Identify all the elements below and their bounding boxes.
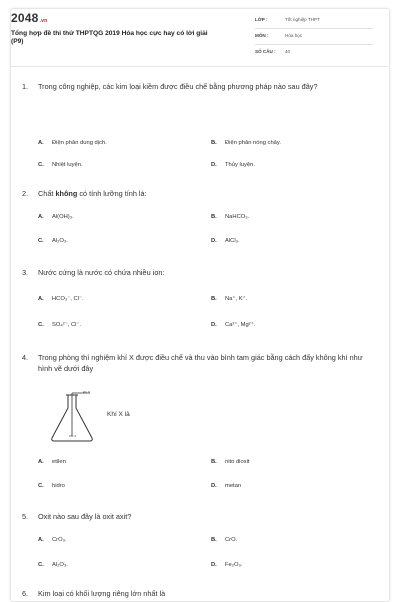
option-value: Al(OH)₃. (52, 214, 74, 220)
option-letter: C. (38, 162, 44, 168)
option-letter: B. (211, 537, 217, 543)
option-letter: B. (211, 459, 217, 465)
question-number: 1. (22, 82, 29, 91)
option-letter: A. (38, 296, 44, 302)
option-value: Na⁺, K⁺. (225, 296, 248, 302)
option-value: Al₂O₃. (52, 238, 68, 244)
question-text: Oxit nào sau đây là oxit axit? (38, 512, 132, 521)
option-value: CrO₃. (52, 537, 67, 543)
option-letter: D. (211, 322, 217, 328)
question-number: 3. (22, 268, 29, 277)
flask-illustration (42, 389, 102, 444)
option-value: nito dioxit (225, 459, 250, 465)
erlenmeyer-flask-figure (42, 389, 102, 444)
option-letter: B. (211, 140, 217, 146)
option-letter: A. (38, 140, 44, 146)
meta-value: 40 (285, 49, 291, 54)
option-value: Nhiệt luyện. (52, 162, 83, 168)
question-text: Trong phòng thí nghiệm khí X được điều chế và thu vào bình tam giác bằng cách đẩy không khí như hình vẽ dưới đây (38, 353, 363, 373)
meta-key: MÔN : (255, 33, 269, 38)
meta-row-subject (255, 31, 373, 45)
option-letter: C. (38, 238, 44, 244)
option-letter: D. (211, 483, 217, 489)
option-letter: C. (38, 322, 44, 328)
meta-key: LỚP : (255, 17, 268, 22)
header-divider (10, 66, 388, 67)
option-value: hidro (52, 483, 65, 489)
question-number: 6. (22, 589, 29, 598)
option-letter: C. (38, 483, 44, 489)
option-value: metan (225, 483, 242, 489)
question-text: Chất không có tính lưỡng tính là: (38, 189, 147, 198)
option-value: HCO₃⁻, Cl⁻. (52, 296, 84, 302)
option-value: Điện phân nóng chảy. (225, 140, 281, 146)
option-value: AlCl₃. (225, 238, 240, 244)
question-number: 4. (22, 353, 29, 362)
question-text: Kim loại có khối lượng riêng lớn nhất là (38, 589, 166, 598)
question-number: 2. (22, 189, 29, 198)
option-value: Điện phân dung dịch. (52, 140, 107, 146)
document-header (10, 8, 368, 60)
option-letter: A. (38, 537, 44, 543)
site-logo[interactable]: 2048.vn (11, 11, 48, 25)
question-text: Nước cứng là nước có chứa nhiều ion: (38, 268, 165, 277)
option-letter: D. (211, 562, 217, 568)
option-value: CrO. (225, 537, 238, 543)
option-letter: D. (211, 238, 217, 244)
option-value: Ca²⁺, Mg²⁺. (225, 322, 256, 328)
option-letter: C. (38, 562, 44, 568)
option-value: SO₄²⁻, Cl⁻. (52, 322, 82, 328)
option-value: etilen (52, 459, 66, 465)
meta-value: Hóa học (285, 33, 303, 38)
document-meta (255, 15, 373, 62)
meta-row-count (255, 47, 373, 60)
meta-value: Tốt nghiệp THPT (285, 17, 320, 22)
option-letter: A. (38, 459, 44, 465)
option-letter: B. (211, 214, 217, 220)
option-letter: D. (211, 162, 217, 168)
figure-label-bottom: Khí X (69, 434, 77, 438)
meta-key: SỐ CÂU : (255, 49, 276, 54)
document-title: Tổng hợp đề thi thử THPTQG 2019 Hóa học cực hay có lời giải (P9) (11, 30, 208, 46)
option-letter: A. (38, 214, 44, 220)
option-value: Al₂O₃. (52, 562, 68, 568)
question-number: 5. (22, 512, 29, 521)
option-value: Thủy luyện. (225, 162, 255, 168)
figure-caption: Khí X là (107, 411, 130, 418)
option-letter: B. (211, 296, 217, 302)
figure-label-top: khí X (83, 389, 90, 394)
option-value: NaHCO₃. (225, 214, 250, 220)
meta-row-class (255, 15, 373, 29)
question-text: Trong công nghiệp, các kim loại kiềm được điều chế bằng phương pháp nào sau đây? (38, 82, 318, 91)
option-value: Fe₂O₃. (225, 562, 243, 568)
